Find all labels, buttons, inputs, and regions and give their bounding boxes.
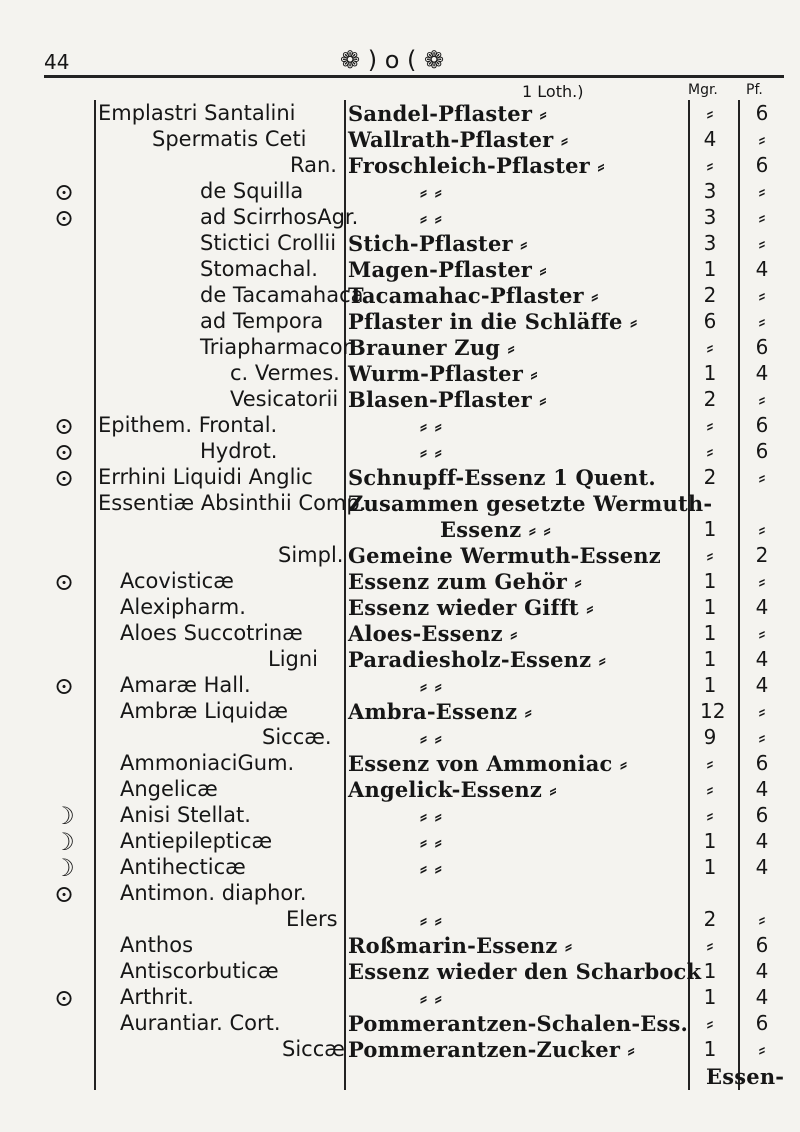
row-symbol: ⊙ <box>53 672 75 700</box>
price-pf: ⸗ <box>758 283 766 307</box>
row-symbol: ⊙ <box>53 568 75 596</box>
german-name: Blasen-Pflaster ⸗ <box>348 387 547 412</box>
price-mgr: 1 <box>703 361 717 385</box>
german-name: ⸗ ⸗ <box>420 985 442 1010</box>
price-pf: ⸗ <box>758 231 766 255</box>
latin-name: Ligni <box>268 647 319 671</box>
german-name: Froschleich-Pflaster ⸗ <box>348 153 605 178</box>
german-name: Roßmarin-Essenz ⸗ <box>348 933 573 958</box>
german-name: ⸗ ⸗ <box>420 439 442 464</box>
pf-column-line <box>738 100 740 1090</box>
price-pf: ⸗ <box>758 179 766 203</box>
latin-name: Ambræ Liquidæ <box>120 699 289 723</box>
latin-name: Siccæ <box>282 1037 345 1061</box>
latin-name: Elers <box>286 907 338 931</box>
price-pf: 4 <box>755 985 769 1009</box>
german-name: ⸗ ⸗ <box>420 803 442 828</box>
price-mgr: 1 <box>703 257 717 281</box>
latin-name: de Squilla <box>200 179 304 203</box>
price-pf: 6 <box>755 1011 769 1035</box>
german-name: Essenz wieder Gifft ⸗ <box>348 595 594 620</box>
latin-name: Triapharmacon <box>200 335 356 359</box>
german-name: Angelick-Essenz ⸗ <box>348 777 557 802</box>
german-name: Magen-Pflaster ⸗ <box>348 257 547 282</box>
price-mgr: 1 <box>703 621 717 645</box>
latin-name: ad ScirrhosAgr. <box>200 205 359 229</box>
price-pf: 6 <box>755 101 769 125</box>
price-mgr: 1 <box>703 517 717 541</box>
row-symbol: ☽ <box>53 802 75 830</box>
german-name: Stich-Pflaster ⸗ <box>348 231 528 256</box>
price-mgr: 1 <box>703 855 717 879</box>
unit-loth-label: 1 Loth.) <box>522 82 584 101</box>
price-pf: ⸗ <box>758 205 766 229</box>
price-mgr: ⸗ <box>706 1011 714 1035</box>
price-pf: ⸗ <box>758 465 766 489</box>
price-mgr: 1 <box>703 569 717 593</box>
header-rule <box>44 75 784 78</box>
german-name: Essenz von Ammoniac ⸗ <box>348 751 628 776</box>
price-pf: ⸗ <box>758 725 766 749</box>
price-mgr: ⸗ <box>706 933 714 957</box>
german-name: Zusammen gesetzte Wermuth- <box>348 491 713 516</box>
latin-name: Spermatis Ceti <box>152 127 307 151</box>
left-margin-line <box>94 100 96 1090</box>
price-mgr: 12 <box>700 699 726 723</box>
german-name: Schnupff-Essenz 1 Quent. <box>348 465 656 490</box>
price-mgr: 1 <box>703 595 717 619</box>
german-name: Paradiesholz-Essenz ⸗ <box>348 647 606 672</box>
latin-name: Acovisticæ <box>120 569 234 593</box>
latin-name: Anisi Stellat. <box>120 803 251 827</box>
latin-name: Simpl. <box>278 543 344 567</box>
price-pf: ⸗ <box>758 569 766 593</box>
price-mgr: 1 <box>703 1037 717 1061</box>
german-name: Tacamahac-Pflaster ⸗ <box>348 283 599 308</box>
price-pf: ⸗ <box>758 699 766 723</box>
latin-name: Antihecticæ <box>120 855 246 879</box>
german-name: ⸗ ⸗ <box>420 725 442 750</box>
latin-name: c. Vermes. <box>230 361 340 385</box>
latin-name: Antimon. diaphor. <box>120 881 307 905</box>
price-pf: ⸗ <box>758 621 766 645</box>
price-mgr: ⸗ <box>706 751 714 775</box>
german-name: Aloes-Essenz ⸗ <box>348 621 518 646</box>
row-symbol: ⊙ <box>53 880 75 908</box>
price-mgr: 3 <box>703 205 717 229</box>
price-pf: ⸗ <box>758 907 766 931</box>
row-symbol: ☽ <box>53 854 75 882</box>
latin-name: Hydrot. <box>200 439 278 463</box>
row-symbol: ⊙ <box>53 464 75 492</box>
price-mgr: ⸗ <box>706 413 714 437</box>
price-mgr: 2 <box>703 907 717 931</box>
german-name: Wallrath-Pflaster ⸗ <box>348 127 569 152</box>
german-name: Pommerantzen-Zucker ⸗ <box>348 1037 635 1062</box>
german-name: Gemeine Wermuth-Essenz <box>348 543 661 568</box>
price-mgr: 3 <box>703 179 717 203</box>
header-ornament: ❁ ) o ( ❁ <box>340 46 445 74</box>
price-pf: 4 <box>755 855 769 879</box>
latin-name: Anthos <box>120 933 194 957</box>
price-pf: 4 <box>755 829 769 853</box>
latin-name: Siccæ. <box>262 725 332 749</box>
german-name: ⸗ ⸗ <box>420 413 442 438</box>
latin-name: Aloes Succotrinæ <box>120 621 303 645</box>
german-name: Brauner Zug ⸗ <box>348 335 515 360</box>
price-mgr: 2 <box>703 387 717 411</box>
german-name: ⸗ ⸗ <box>420 829 442 854</box>
price-mgr: 4 <box>703 127 717 151</box>
german-name: ⸗ ⸗ <box>420 205 442 230</box>
price-pf: 6 <box>755 439 769 463</box>
german-name: ⸗ ⸗ <box>420 855 442 880</box>
price-mgr: 6 <box>703 309 717 333</box>
latin-name: Stictici Crollii <box>200 231 337 255</box>
price-mgr: 2 <box>703 465 717 489</box>
price-mgr: 9 <box>703 725 717 749</box>
row-symbol: ⊙ <box>53 984 75 1012</box>
price-pf: 4 <box>755 647 769 671</box>
price-pf: ⸗ <box>758 127 766 151</box>
price-mgr: 3 <box>703 231 717 255</box>
german-name: Ambra-Essenz ⸗ <box>348 699 532 724</box>
latin-name: ad Tempora <box>200 309 324 333</box>
german-name: Sandel-Pflaster ⸗ <box>348 101 547 126</box>
price-pf: 4 <box>755 959 769 983</box>
price-mgr: 1 <box>703 985 717 1009</box>
price-mgr: ⸗ <box>706 803 714 827</box>
price-pf: 6 <box>755 751 769 775</box>
price-pf: 4 <box>755 777 769 801</box>
price-mgr: ⸗ <box>706 101 714 125</box>
latin-name: Stomachal. <box>200 257 318 281</box>
unit-pf-label: Pf. <box>746 82 763 98</box>
price-mgr: ⸗ <box>706 335 714 359</box>
unit-mgr-label: Mgr. <box>688 82 718 98</box>
price-pf: 6 <box>755 153 769 177</box>
price-pf: 6 <box>755 933 769 957</box>
price-pf: ⸗ <box>758 309 766 333</box>
row-symbol: ⊙ <box>53 412 75 440</box>
price-pf: 4 <box>755 361 769 385</box>
price-mgr: 1 <box>703 673 717 697</box>
price-mgr: 1 <box>703 647 717 671</box>
latin-name: Angelicæ <box>120 777 218 801</box>
german-name: ⸗ ⸗ <box>420 179 442 204</box>
row-symbol: ☽ <box>53 828 75 856</box>
latin-name: Amaræ Hall. <box>120 673 251 697</box>
german-name: Wurm-Pflaster ⸗ <box>348 361 538 386</box>
latin-name: Emplastri Santalini <box>98 101 296 125</box>
price-pf: ⸗ <box>758 1037 766 1061</box>
price-mgr: ⸗ <box>706 543 714 567</box>
price-pf: 6 <box>755 803 769 827</box>
german-name: ⸗ ⸗ <box>420 673 442 698</box>
german-name: ⸗ ⸗ <box>420 907 442 932</box>
price-mgr: ⸗ <box>706 153 714 177</box>
price-pf: 4 <box>755 257 769 281</box>
german-name: Essenz zum Gehör ⸗ <box>348 569 582 594</box>
latin-name: Arthrit. <box>120 985 194 1009</box>
row-symbol: ⊙ <box>53 178 75 206</box>
latin-name: Alexipharm. <box>120 595 246 619</box>
german-name: Essenz ⸗ ⸗ <box>440 517 551 542</box>
german-name: Pflaster in die Schläffe ⸗ <box>348 309 638 334</box>
price-mgr: 1 <box>703 829 717 853</box>
page-number: 44 <box>44 50 70 74</box>
german-name: Essenz wieder den Scharbock <box>348 959 702 984</box>
latin-name: Antiscorbuticæ <box>120 959 279 983</box>
german-column-line <box>344 100 346 1090</box>
price-pf: ⸗ <box>758 387 766 411</box>
price-pf: 4 <box>755 595 769 619</box>
price-pf: 2 <box>755 543 769 567</box>
latin-name: Aurantiar. Cort. <box>120 1011 281 1035</box>
row-symbol: ⊙ <box>53 438 75 466</box>
latin-name: de Tacamahaca <box>200 283 364 307</box>
german-name: Pommerantzen-Schalen-Ess. <box>348 1011 689 1036</box>
latin-name: Epithem. Frontal. <box>98 413 278 437</box>
price-pf: 6 <box>755 335 769 359</box>
latin-name: Essentiæ Absinthii Comp. <box>98 491 367 515</box>
price-pf: ⸗ <box>758 517 766 541</box>
latin-name: Ran. <box>290 153 337 177</box>
price-mgr: ⸗ <box>706 777 714 801</box>
latin-name: Vesicatorii <box>230 387 339 411</box>
price-mgr: 2 <box>703 283 717 307</box>
latin-name: AmmoniaciGum. <box>120 751 295 775</box>
latin-name: Antiepilepticæ <box>120 829 273 853</box>
price-pf: 4 <box>755 673 769 697</box>
latin-name: Errhini Liquidi Anglic <box>98 465 313 489</box>
mgr-column-line <box>688 100 690 1090</box>
price-pf: 6 <box>755 413 769 437</box>
price-mgr: ⸗ <box>706 439 714 463</box>
row-symbol: ⊙ <box>53 204 75 232</box>
price-mgr: 1 <box>703 959 717 983</box>
catchword: Essen- <box>706 1064 785 1089</box>
